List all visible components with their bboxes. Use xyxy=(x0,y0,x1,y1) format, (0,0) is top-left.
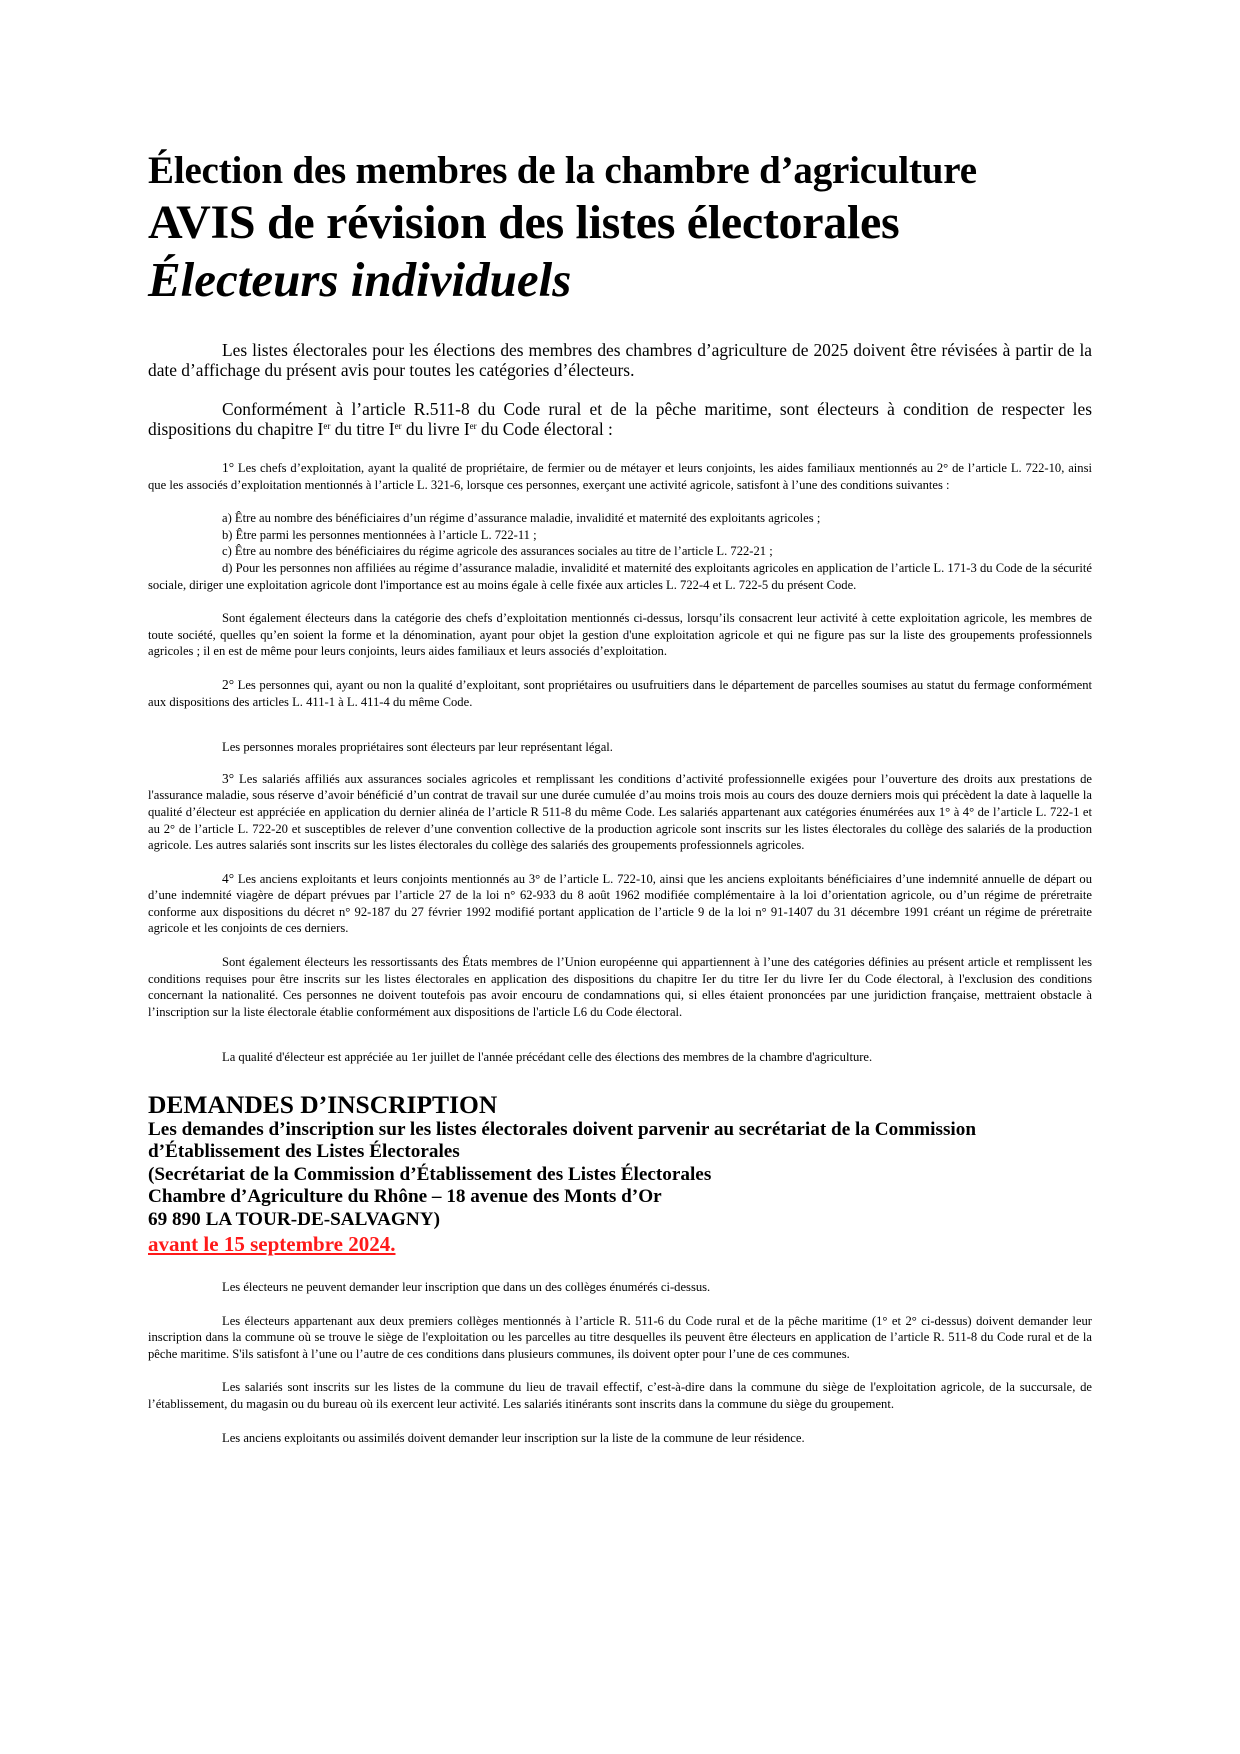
demandes-line: d’Établissement des Listes Électorales xyxy=(148,1141,460,1163)
sup-er: er xyxy=(469,420,477,431)
category-number: 3° xyxy=(222,770,235,786)
sup-er: er xyxy=(394,420,402,431)
demandes-block xyxy=(148,1091,1092,1257)
category-3-paragraph xyxy=(148,771,1092,854)
category-1-paragraph xyxy=(148,460,1092,493)
category-2-paragraph xyxy=(148,677,1092,710)
conditions-text-b: du titre I xyxy=(330,418,395,439)
rule-paragraph: Les anciens exploitants ou assimilés doivent demander leur inscription sur la liste de la commune de leur résidence. xyxy=(222,1430,805,1445)
voters-subtitle: Électeurs individuels xyxy=(148,252,572,307)
category-number: 1° xyxy=(222,460,235,475)
category-1-extra: Sont également électeurs dans la catégorie des chefs d’exploitation mentionnés ci-dessus, lorsqu’ils consacrent leur activité à cette exploitation agricole, les membres de toute société, quelles qu’en soient la forme et la dénomination, ayant pour objet la gestion d'une exploitation agricole et qui ne figure pas sur la liste des groupements professionnels agricoles ; il en est de même pour leurs conjoints, leurs aides familiaux et leurs associés d’exploitation. xyxy=(148,611,1092,659)
category-text: Les chefs d’exploitation, ayant la qualité de propriétaire, de fermier ou de métayer et leurs conjoints, les aides familiaux mentionnés au 2° de l’article L. 722-10, ainsi que les associés d’exploitation mentionnés à l’article L. 321-6, lorsque ces personnes, exerçant une activité agricole, satisfont à l’une des conditions suivantes : xyxy=(148,461,1092,492)
secretariat-line: (Secrétariat de la Commission d’Établissement des Listes Électorales xyxy=(148,1163,712,1185)
category-text: Les personnes qui, ayant ou non la qualité d’exploitant, sont propriétaires ou usufruitiers dans le département de parcelles soumises au statut du fermage conformément aux dispositions des articles L. 411-1 à L. 411-4 du même Code. xyxy=(148,677,1092,709)
condition-c: c) Être au nombre des bénéficiaires du régime agricole des assurances sociales au titre de l’article L. 722-21 ; xyxy=(222,544,773,559)
notice-page xyxy=(148,148,1092,1446)
condition-a: a) Être au nombre des bénéficiaires d’un régime d’assurance maladie, invalidité et maternité des exploitants agricoles ; xyxy=(222,511,821,526)
rule-paragraph: Les électeurs ne peuvent demander leur inscription que dans un des collèges énumérés ci-dessus. xyxy=(222,1280,711,1295)
eu-citizens-paragraph: Sont également électeurs les ressortissants des États membres de l’Union européenne qui appartiennent à l’une des catégories définies au présent article et remplissent les conditions requises pour être inscrits sur les listes électorales en application des dispositions du chapitre Ier du titre Ier du livre Ier du Code électoral, à l'exclusion des conditions concernant la nationalité. Ces personnes ne doivent toutefois pas avoir encouru de condamnations qui, si elles étaient prononcées par une juridiction française, mettraient obstacle à l’inscription sur la liste électorale établie conformément aux dispositions de l'article L6 du Code électoral. xyxy=(148,955,1092,1019)
conditions-text-a: Conformément à l’article R.511-8 du Code rural et de la pêche maritime, sont électeurs à condition de respecter les dispositions du chapitre I xyxy=(148,399,1092,439)
deadline-date: avant le 15 septembre 2024. xyxy=(148,1232,396,1257)
demandes-line: Les demandes d’inscription sur les listes électorales doivent parvenir au secrétariat de la Commission xyxy=(148,1119,977,1141)
rule-paragraph: Les électeurs appartenant aux deux premiers collèges mentionnés à l’article R. 511-6 du Code rural et de la pêche maritime (1° et 2° ci-dessus) doivent demander leur inscription dans la commune où se trouve le siège de l'exploitation ou les parcelles au titre desquelles ils peuvent être électeurs en application de l’article R. 511-8 du Code rural et de la pêche maritime. S'ils satisfont à l’une ou l’autre de ces conditions dans plusieurs communes, ils doivent opter pour l’une de ces communes. xyxy=(148,1313,1092,1361)
postcode-line: 69 890 LA TOUR-DE-SALVAGNY) xyxy=(148,1208,440,1230)
demandes-heading: DEMANDES D’INSCRIPTION xyxy=(148,1090,498,1120)
category-number: 4° xyxy=(222,870,235,886)
category-2-extra: Les personnes morales propriétaires sont électeurs par leur représentant légal. xyxy=(222,740,613,755)
condition-d: d) Pour les personnes non affiliées au régime d’assurance maladie, invalidité et maternité des exploitants agricoles en application de l’article L. 171-3 du Code de la sécurité sociale, diriger une exploitation agricole dont l'importance est au moins égale à celle fixée aux articles L. 722-4 et L. 722-5 du présent Code. xyxy=(148,560,1092,592)
category-number: 2° xyxy=(222,676,235,692)
sup-er: er xyxy=(323,420,331,431)
category-4-paragraph xyxy=(148,871,1092,937)
address-line: Chambre d’Agriculture du Rhône – 18 avenue des Monts d’Or xyxy=(148,1186,662,1208)
intro-paragraph: Les listes électorales pour les élections des membres des chambres d’agriculture de 2025 doivent être révisées à partir de la date d’affichage du présent avis pour toutes les catégories d’électeurs. xyxy=(148,340,1092,380)
conditions-paragraph xyxy=(148,400,1092,439)
conditions-text-c: du livre I xyxy=(401,418,470,439)
category-text: Les salariés affiliés aux assurances sociales agricoles et remplissant les conditions d’activité professionnelle exigées pour l’ouverture des droits aux prestations de l'assurance maladie, sous réserve d’avoir bénéficié d’un contrat de travail sur une durée cumulée d’au moins trois mois au cours des douze derniers mois qui précèdent la date à laquelle la qualité d’électeur est appréciée en application du dernier alinéa de l’article R 511-8 du même Code. Les salariés appartenant aux catégories énumérées aux 1° à 4° de l’article L. 722-1 et au 2° de l’article L. 722-20 et susceptibles de relever d’une convention collective de la production agricole sont inscrits sur les listes électorales du collège des salariés de la production agricole. Les autres salariés sont inscrits sur les listes électorales du collège des salariés des groupements professionnels agricoles. xyxy=(148,771,1092,853)
conditions-text-d: du Code électoral : xyxy=(476,418,613,439)
conditions-list xyxy=(148,510,1092,593)
avis-title: AVIS de révision des listes électorales xyxy=(148,196,900,249)
election-title: Élection des membres de la chambre d’agriculture xyxy=(148,149,977,192)
condition-b: b) Être parmi les personnes mentionnées à l’article L. 722-11 ; xyxy=(222,527,537,542)
category-text: Les anciens exploitants et leurs conjoints mentionnés au 3° de l’article L. 722-10, ainsi que les anciens exploitants bénéficiaires d’une indemnité annuelle de départ ou d’une indemnité viagère de départ prévues par l’article 27 de la loi n° 62-933 du 8 août 1962 modifiée complémentaire à la loi d’orientation agricole, ou d’un régime de préretraite conforme aux dispositions du décret n° 92-187 du 27 février 1992 modifié portant application de l’article 9 de la loi n° 91-1407 du 31 décembre 1991 créant un régime de préretraite agricole et les conjoints de ces derniers. xyxy=(148,871,1092,936)
qualite-paragraph: La qualité d'électeur est appréciée au 1er juillet de l'année précédant celle des élections des membres de la chambre d'agriculture. xyxy=(222,1050,873,1065)
title-block xyxy=(148,148,1092,308)
rule-paragraph: Les salariés sont inscrits sur les listes de la commune du lieu de travail effectif, c’est-à-dire dans la commune du siège de l'exploitation agricole, de la succursale, de l’établissement, du magasin ou du bureau où ils exercent leur activité. Les salariés itinérants sont inscrits dans la commune du siège du groupement. xyxy=(148,1380,1092,1412)
